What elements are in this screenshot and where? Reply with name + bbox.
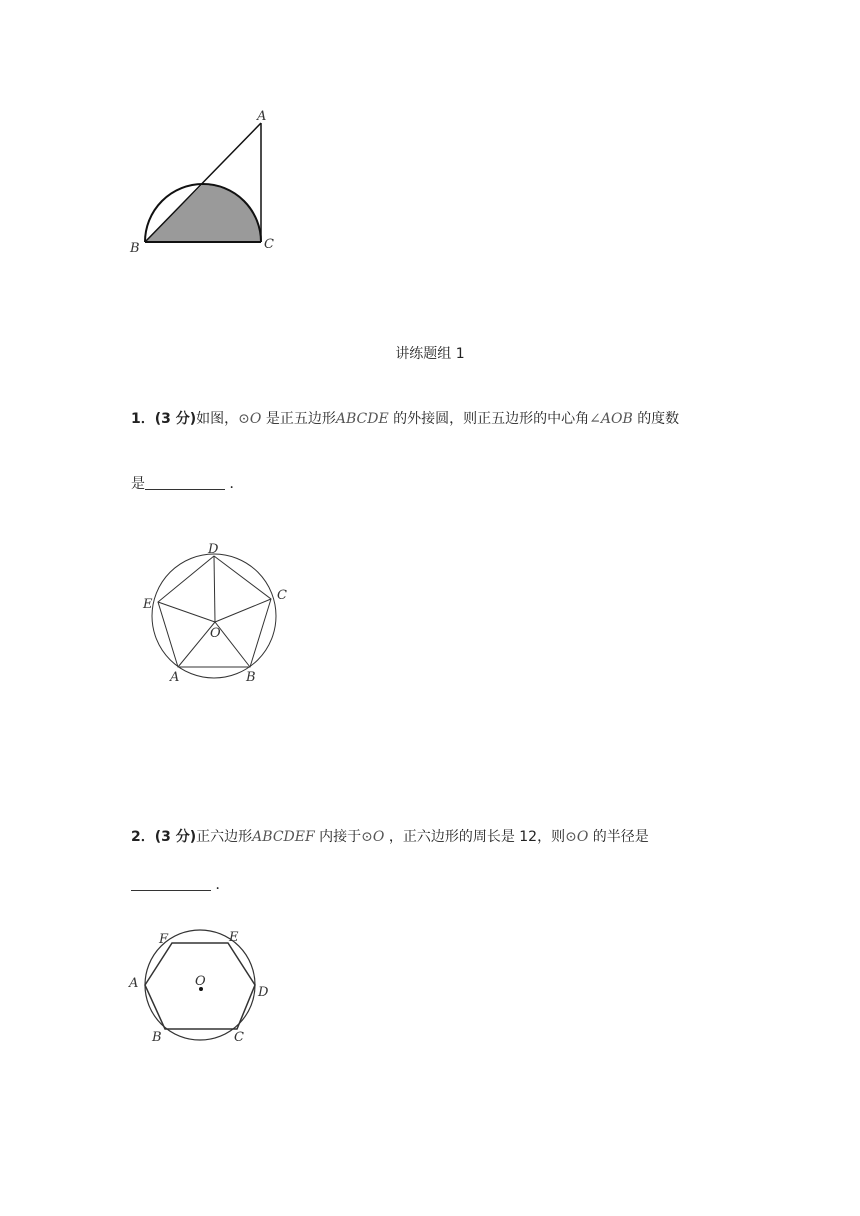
question-2-text-5: ．	[215, 877, 230, 893]
question-2-text-3: ，正六边形的周长是 12，则	[388, 829, 566, 845]
question-2-score: (3 分)	[154, 829, 197, 845]
label-f: F	[159, 932, 169, 947]
label-b: B	[130, 241, 140, 256]
label-o: O	[210, 626, 221, 641]
label-a: A	[170, 670, 180, 685]
label-d: D	[208, 542, 219, 557]
question-2-math-circle-2: ⊙O	[565, 829, 589, 845]
question-2-math-circle: ⊙O	[361, 829, 385, 845]
question-2-answer-blank[interactable]	[131, 876, 211, 891]
question-2-math-hexagon: ABCDEF	[252, 829, 315, 845]
question-1-text-2: 是正五边形	[265, 411, 336, 427]
question-1-text-3: 的外接圆，则正五边形的中心角	[393, 411, 590, 427]
question-1-line-1	[131, 408, 679, 428]
question-1-answer-blank[interactable]	[145, 475, 225, 490]
question-2-number: 2．	[131, 829, 155, 845]
label-c: C	[264, 237, 274, 252]
question-1-line-2	[131, 473, 243, 493]
radius-oc	[215, 599, 271, 622]
label-a: A	[257, 109, 267, 124]
question-1-text-6: ．	[229, 476, 244, 492]
label-b: B	[246, 670, 256, 685]
question-2-text-4: 的半径是	[592, 829, 649, 845]
label-d: D	[258, 985, 269, 1000]
label-c: C	[234, 1030, 244, 1045]
radius-od	[214, 556, 215, 622]
label-c: C	[277, 588, 287, 603]
question-1-text-1: 如图，	[196, 411, 239, 427]
semicircle-triangle-figure	[125, 105, 285, 264]
question-1-math-circle: ⊙O	[238, 411, 262, 427]
label-b: B	[152, 1030, 162, 1045]
label-o: O	[195, 974, 206, 989]
question-1-math-pentagon: ABCDE	[335, 411, 389, 427]
question-1-score: (3 分)	[154, 411, 197, 427]
question-1-math-angle: ∠AOB	[589, 411, 633, 427]
label-a: A	[129, 976, 139, 991]
question-1-text-5: 是	[131, 476, 145, 492]
label-e: E	[229, 930, 239, 945]
question-2-line-1	[131, 826, 649, 846]
question-2-line-2	[131, 874, 229, 894]
question-1-number: 1．	[131, 411, 155, 427]
radius-oe	[158, 602, 215, 622]
question-1-text-4: 的度数	[637, 411, 680, 427]
hexagon-circle-figure	[125, 925, 285, 1059]
shaded-region	[145, 185, 261, 242]
question-2-text-2: 内接于	[319, 829, 362, 845]
label-e: E	[143, 597, 153, 612]
question-2-text-1: 正六边形	[196, 829, 253, 845]
section-title: 讲练题组 1	[395, 346, 465, 362]
pentagon-circle-figure	[140, 540, 300, 694]
